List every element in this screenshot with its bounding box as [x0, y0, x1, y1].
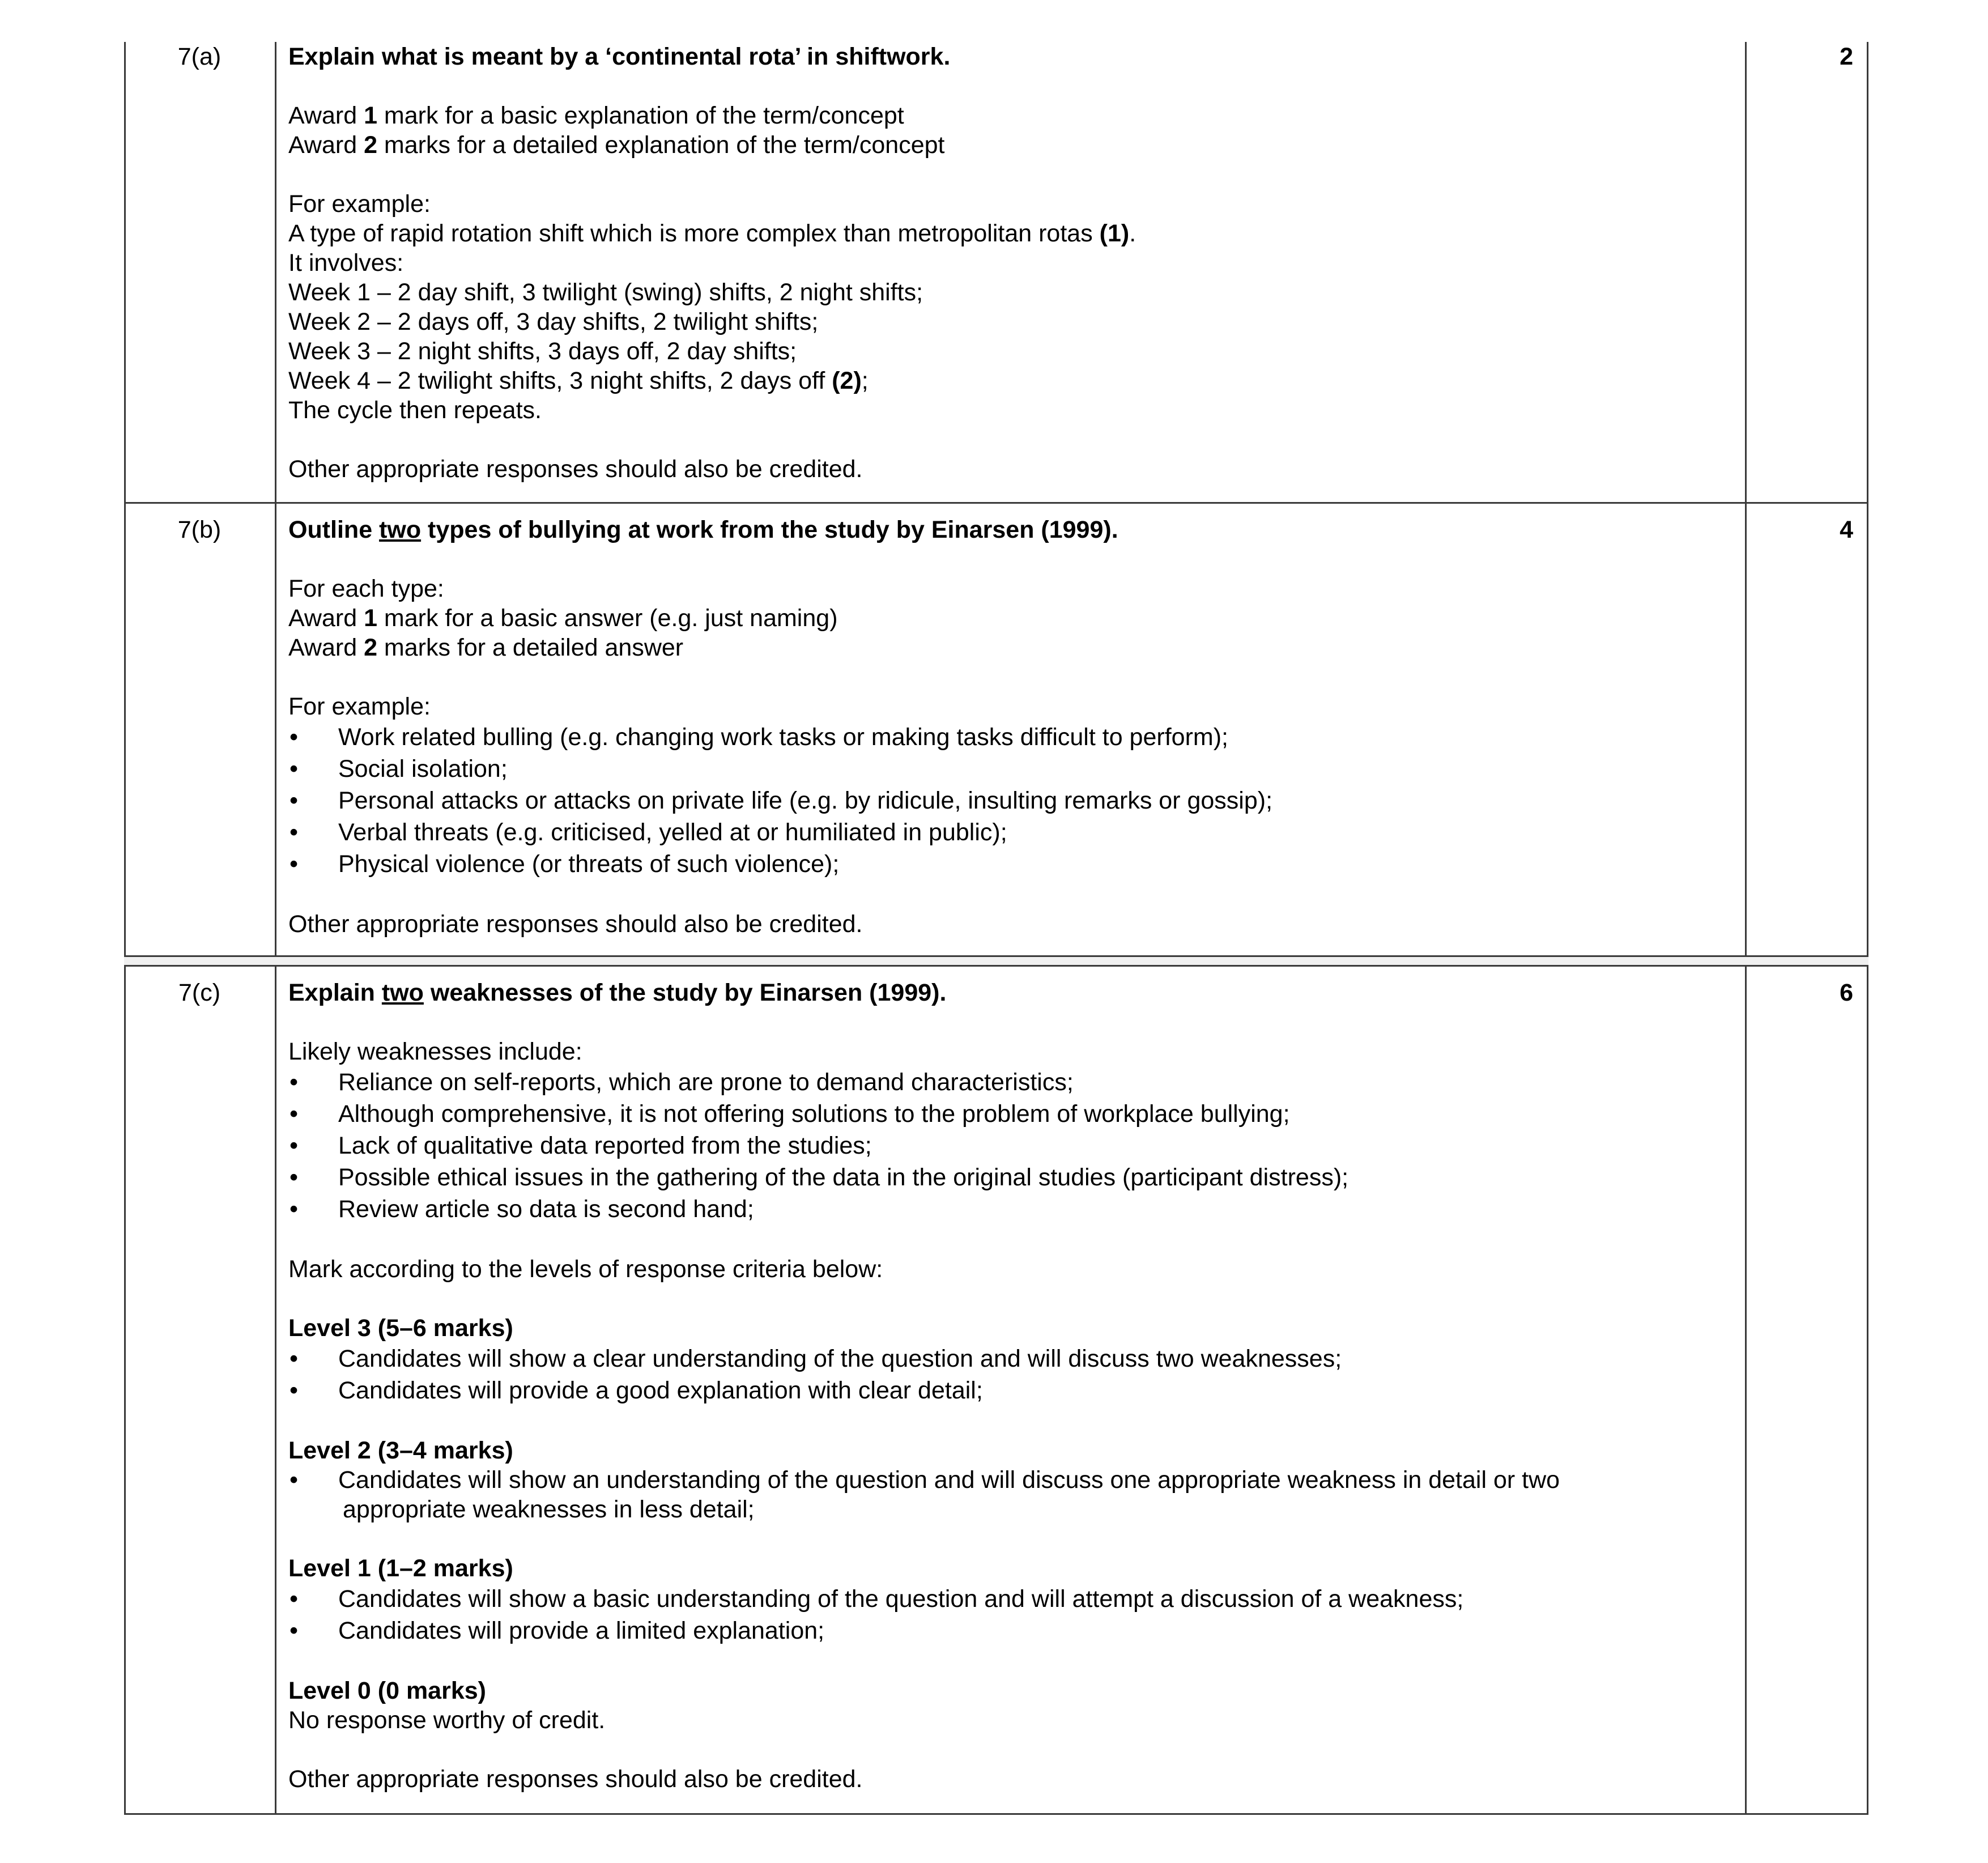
table-border-left [124, 42, 126, 504]
award-line: Award 1 mark for a basic answer (e.g. just naming) [288, 605, 838, 632]
example-line: A type of rapid rotation shift which is more complex than metropolitan rotas (1). [288, 220, 1136, 247]
list-item: • Lack of qualitative data reported from the studies; [288, 1130, 1733, 1162]
question-content [288, 978, 1733, 1794]
week-line: Week 2 – 2 days off, 3 day shifts, 2 twilight shifts; [288, 308, 819, 335]
table-border-divider-2 [1745, 42, 1747, 504]
award-line: Award 2 marks for a detailed explanation of the term/concept [288, 131, 945, 159]
level-3-list [288, 1343, 1733, 1406]
question-marks: 4 [1840, 516, 1853, 543]
level-1-list [288, 1583, 1733, 1647]
level-1-title: Level 1 (1–2 marks) [288, 1555, 513, 1582]
example-line: The cycle then repeats. [288, 397, 542, 424]
list-item: • Review article so data is second hand; [288, 1193, 1733, 1225]
week-line: Week 3 – 2 night shifts, 3 days off, 2 day shifts; [288, 338, 797, 365]
question-text: Outline two types of bullying at work from the study by Einarsen (1999). [288, 516, 1118, 543]
table-border-left [124, 504, 126, 959]
row-7c [124, 967, 1868, 1814]
list-item: • Candidates will provide a limited explanation; [288, 1615, 1733, 1647]
list-item: • Verbal threats (e.g. criticised, yelled at or humiliated in public); [288, 816, 1733, 848]
question-number: 7(c) [178, 979, 221, 1006]
question-number: 7(b) [177, 516, 222, 543]
for-each-label: For each type: [288, 575, 444, 602]
level-3-title: Level 3 (5–6 marks) [288, 1315, 513, 1342]
table-border-divider-1 [275, 967, 276, 1814]
list-item: • Work related bulling (e.g. changing work tasks or making tasks difficult to perform); [288, 721, 1733, 753]
table-border-divider-1 [275, 504, 276, 959]
likely-label: Likely weaknesses include: [288, 1038, 582, 1065]
level-2-list [288, 1465, 1733, 1524]
list-item: • Candidates will provide a good explanation with clear detail; [288, 1375, 1733, 1406]
row-7b [124, 504, 1868, 959]
list-item: • Candidates will show an understanding of the question and will discuss one appropriate weakness in detail or two appropriate weaknesses in less detail; [288, 1465, 1733, 1524]
list-item: • Candidates will show a basic understanding of the question and will attempt a discussion of a weakness; [288, 1583, 1733, 1615]
table-border-right [1867, 967, 1868, 1814]
credit-note: Other appropriate responses should also be credited. [288, 456, 863, 483]
award-line: Award 1 mark for a basic explanation of the term/concept [288, 102, 904, 129]
table-border-right [1867, 42, 1868, 504]
example-label: For example: [288, 190, 431, 218]
row-double-separator [124, 955, 1868, 967]
row-7a [124, 42, 1868, 504]
list-item: • Social isolation; [288, 753, 1733, 785]
question-content [288, 42, 1733, 484]
level-0-title: Level 0 (0 marks) [288, 1677, 486, 1704]
bullying-types-list [288, 721, 1733, 880]
question-text: Explain what is meant by a ‘continental rota’ in shiftwork. [288, 43, 951, 70]
credit-note: Other appropriate responses should also be credited. [288, 1766, 863, 1793]
award-line: Award 2 marks for a detailed answer [288, 634, 684, 661]
mark-according-text: Mark according to the levels of response criteria below: [288, 1256, 883, 1283]
list-item: • Reliance on self-reports, which are prone to demand characteristics; [288, 1066, 1733, 1098]
list-item: • Possible ethical issues in the gathering of the data in the original studies (participant distress); [288, 1162, 1733, 1193]
table-border-divider-1 [275, 42, 276, 504]
week-line: Week 1 – 2 day shift, 3 twilight (swing) shifts, 2 night shifts; [288, 279, 923, 306]
level-0-text: No response worthy of credit. [288, 1707, 606, 1734]
question-number: 7(a) [177, 43, 222, 70]
level-2-title: Level 2 (3–4 marks) [288, 1437, 513, 1464]
question-marks: 6 [1840, 979, 1853, 1006]
list-item: • Although comprehensive, it is not offering solutions to the problem of workplace bullying; [288, 1098, 1733, 1130]
table-border-left [124, 967, 126, 1814]
list-item: • Physical violence (or threats of such violence); [288, 848, 1733, 880]
list-item: • Candidates will show a clear understanding of the question and will discuss two weaknesses; [288, 1343, 1733, 1375]
question-text: Explain two weaknesses of the study by Einarsen (1999). [288, 979, 947, 1006]
weaknesses-list [288, 1066, 1733, 1225]
table-border-divider-2 [1745, 504, 1747, 959]
list-item: • Personal attacks or attacks on private life (e.g. by ridicule, insulting remarks or gossip); [288, 785, 1733, 816]
table-border-divider-2 [1745, 967, 1747, 1814]
question-marks: 2 [1840, 43, 1853, 70]
example-line: It involves: [288, 249, 404, 277]
week-line: Week 4 – 2 twilight shifts, 3 night shifts, 2 days off (2); [288, 367, 869, 394]
table-border-right [1867, 504, 1868, 959]
table-bottom-border [124, 1813, 1868, 1815]
question-content [288, 515, 1733, 939]
example-label: For example: [288, 693, 431, 720]
credit-note: Other appropriate responses should also be credited. [288, 911, 863, 938]
